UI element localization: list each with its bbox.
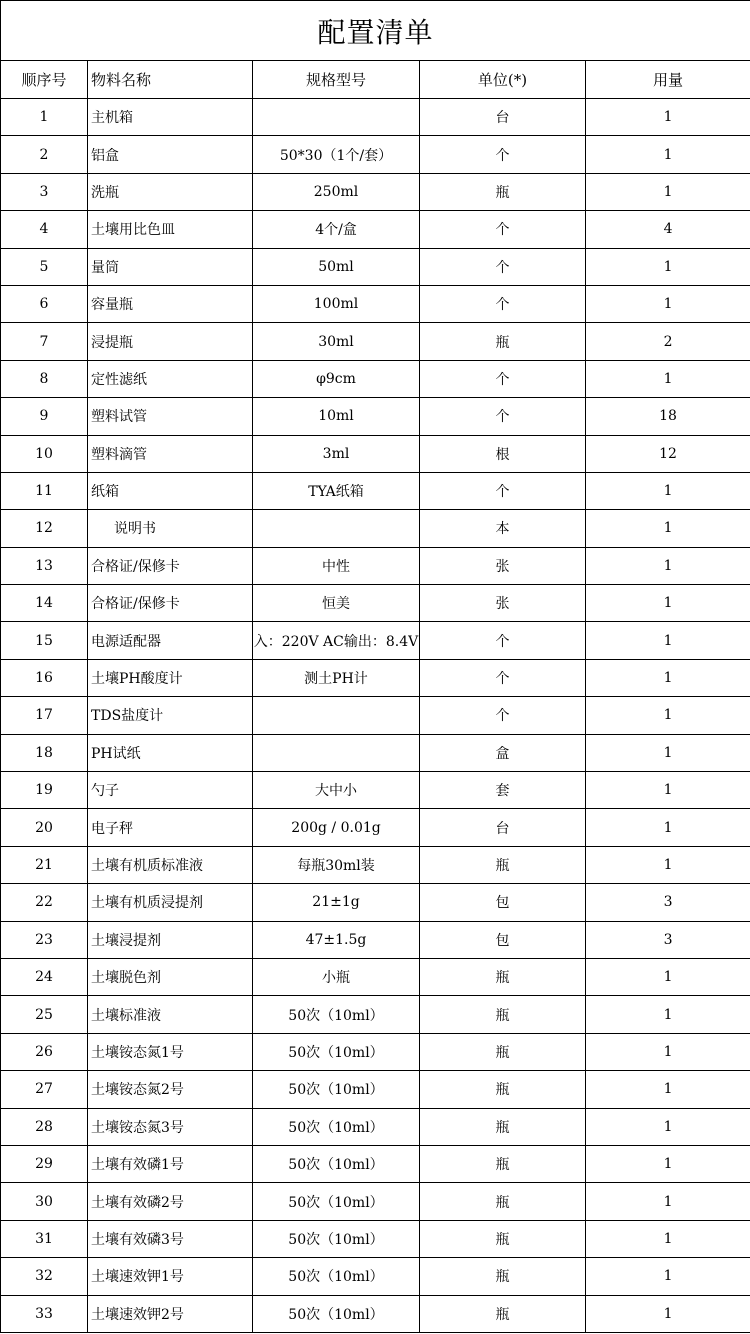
table-row (1, 884, 750, 921)
cell-name: 土壤铵态氮1号 (88, 1033, 253, 1070)
cell-qty: 1 (586, 248, 750, 285)
cell-no: 27 (1, 1071, 88, 1108)
cell-qty: 1 (586, 1033, 750, 1070)
table-row (1, 809, 750, 846)
cell-unit: 台 (420, 99, 586, 136)
cell-unit: 本 (420, 510, 586, 547)
cell-no: 28 (1, 1108, 88, 1145)
cell-no: 3 (1, 173, 88, 210)
cell-spec: 中性 (253, 547, 420, 584)
cell-no: 16 (1, 659, 88, 696)
table-row (1, 585, 750, 622)
header-row (1, 61, 750, 99)
table-row (1, 659, 750, 696)
cell-qty: 3 (586, 921, 750, 958)
cell-spec: 10ml (253, 398, 420, 435)
cell-name: 说明书 (88, 510, 253, 547)
cell-qty: 1 (586, 585, 750, 622)
cell-unit: 瓶 (420, 1258, 586, 1295)
cell-no: 32 (1, 1258, 88, 1295)
cell-name: 土壤PH酸度计 (88, 659, 253, 696)
cell-no: 22 (1, 884, 88, 921)
cell-no: 24 (1, 958, 88, 995)
cell-name: 合格证/保修卡 (88, 547, 253, 584)
cell-name: 铝盒 (88, 136, 253, 173)
cell-unit: 包 (420, 921, 586, 958)
header-name: 物料名称 (88, 61, 253, 99)
table-row (1, 697, 750, 734)
cell-no: 29 (1, 1145, 88, 1182)
table-row (1, 1071, 750, 1108)
cell-name: 洗瓶 (88, 173, 253, 210)
cell-qty: 2 (586, 323, 750, 360)
table-row (1, 846, 750, 883)
cell-unit: 瓶 (420, 958, 586, 995)
cell-spec: 250ml (253, 173, 420, 210)
cell-name: 土壤用比色皿 (88, 211, 253, 248)
cell-spec: 50次（10ml） (253, 996, 420, 1033)
cell-name: 土壤有效磷1号 (88, 1145, 253, 1182)
cell-qty: 1 (586, 734, 750, 771)
cell-no: 2 (1, 136, 88, 173)
cell-no: 25 (1, 996, 88, 1033)
cell-spec (253, 734, 420, 771)
cell-unit: 瓶 (420, 1295, 586, 1332)
cell-unit: 个 (420, 360, 586, 397)
cell-qty: 18 (586, 398, 750, 435)
table-row (1, 136, 750, 173)
cell-qty: 1 (586, 285, 750, 322)
cell-unit: 瓶 (420, 1145, 586, 1182)
cell-no: 19 (1, 772, 88, 809)
cell-name: 土壤标准液 (88, 996, 253, 1033)
cell-qty: 1 (586, 1108, 750, 1145)
cell-name: 塑料试管 (88, 398, 253, 435)
table-row (1, 921, 750, 958)
table-row (1, 996, 750, 1033)
cell-spec: 恒美 (253, 585, 420, 622)
cell-no: 12 (1, 510, 88, 547)
cell-spec: φ9cm (253, 360, 420, 397)
table-row (1, 99, 750, 136)
cell-qty: 4 (586, 211, 750, 248)
cell-spec: TYA纸箱 (253, 472, 420, 509)
cell-name: 量筒 (88, 248, 253, 285)
cell-qty: 1 (586, 622, 750, 659)
cell-unit: 瓶 (420, 173, 586, 210)
cell-spec: 100ml (253, 285, 420, 322)
cell-spec: 50次（10ml） (253, 1295, 420, 1332)
cell-unit: 张 (420, 585, 586, 622)
table-row (1, 547, 750, 584)
cell-qty: 12 (586, 435, 750, 472)
cell-no: 9 (1, 398, 88, 435)
cell-spec: 大中小 (253, 772, 420, 809)
cell-qty: 1 (586, 809, 750, 846)
table-row (1, 398, 750, 435)
cell-spec: 50次（10ml） (253, 1183, 420, 1220)
cell-name: 土壤铵态氮3号 (88, 1108, 253, 1145)
table-row (1, 285, 750, 322)
cell-unit: 盒 (420, 734, 586, 771)
cell-qty: 1 (586, 173, 750, 210)
cell-qty: 1 (586, 958, 750, 995)
cell-no: 7 (1, 323, 88, 360)
cell-no: 15 (1, 622, 88, 659)
cell-no: 13 (1, 547, 88, 584)
cell-unit: 瓶 (420, 1220, 586, 1257)
table-row (1, 734, 750, 771)
cell-name: PH试纸 (88, 734, 253, 771)
cell-unit: 个 (420, 622, 586, 659)
cell-unit: 个 (420, 398, 586, 435)
cell-name: 勺子 (88, 772, 253, 809)
header-no: 顺序号 (1, 61, 88, 99)
cell-qty: 3 (586, 884, 750, 921)
table-row (1, 510, 750, 547)
cell-name: 定性滤纸 (88, 360, 253, 397)
title-row (1, 1, 750, 61)
table-row (1, 1220, 750, 1257)
cell-name: 土壤速效钾2号 (88, 1295, 253, 1332)
cell-name: 主机箱 (88, 99, 253, 136)
cell-spec: 50次（10ml） (253, 1071, 420, 1108)
table-row (1, 173, 750, 210)
header-unit: 单位(*) (420, 61, 586, 99)
cell-no: 8 (1, 360, 88, 397)
cell-no: 23 (1, 921, 88, 958)
table-row (1, 472, 750, 509)
cell-unit: 套 (420, 772, 586, 809)
cell-name: 土壤有效磷2号 (88, 1183, 253, 1220)
table-row (1, 1295, 750, 1332)
table-row (1, 435, 750, 472)
table-row (1, 772, 750, 809)
cell-spec: 小瓶 (253, 958, 420, 995)
cell-qty: 1 (586, 772, 750, 809)
table-row (1, 1183, 750, 1220)
cell-qty: 1 (586, 846, 750, 883)
table-row (1, 1108, 750, 1145)
cell-unit: 瓶 (420, 1033, 586, 1070)
cell-qty: 1 (586, 1220, 750, 1257)
cell-spec: 50次（10ml） (253, 1258, 420, 1295)
header-qty: 用量 (586, 61, 750, 99)
cell-spec: 50次（10ml） (253, 1033, 420, 1070)
cell-unit: 张 (420, 547, 586, 584)
cell-unit: 瓶 (420, 1183, 586, 1220)
cell-spec: 3ml (253, 435, 420, 472)
table-row (1, 1258, 750, 1295)
cell-spec: 200g / 0.01g (253, 809, 420, 846)
cell-unit: 瓶 (420, 323, 586, 360)
table-row (1, 958, 750, 995)
cell-name: 土壤有机质标准液 (88, 846, 253, 883)
cell-name: 电子秤 (88, 809, 253, 846)
table-row (1, 1033, 750, 1070)
cell-spec: 50次（10ml） (253, 1108, 420, 1145)
cell-qty: 1 (586, 659, 750, 696)
cell-unit: 瓶 (420, 996, 586, 1033)
table-row (1, 323, 750, 360)
cell-unit: 个 (420, 659, 586, 696)
cell-no: 10 (1, 435, 88, 472)
cell-qty: 1 (586, 1071, 750, 1108)
cell-name: 土壤脱色剂 (88, 958, 253, 995)
cell-spec: 每瓶30ml装 (253, 846, 420, 883)
header-spec: 规格型号 (253, 61, 420, 99)
cell-spec: 入：220V AC输出：8.4V (253, 622, 420, 659)
cell-unit: 瓶 (420, 1108, 586, 1145)
cell-unit: 瓶 (420, 1071, 586, 1108)
cell-unit: 包 (420, 884, 586, 921)
cell-spec: 50次（10ml） (253, 1220, 420, 1257)
cell-unit: 根 (420, 435, 586, 472)
cell-unit: 个 (420, 248, 586, 285)
cell-no: 6 (1, 285, 88, 322)
cell-no: 17 (1, 697, 88, 734)
cell-name: 浸提瓶 (88, 323, 253, 360)
cell-spec: 47±1.5g (253, 921, 420, 958)
cell-spec (253, 99, 420, 136)
cell-qty: 1 (586, 472, 750, 509)
cell-spec: 测土PH计 (253, 659, 420, 696)
cell-unit: 台 (420, 809, 586, 846)
cell-qty: 1 (586, 1183, 750, 1220)
table-row (1, 248, 750, 285)
cell-no: 14 (1, 585, 88, 622)
table-row (1, 1145, 750, 1182)
cell-unit: 个 (420, 285, 586, 322)
cell-qty: 1 (586, 547, 750, 584)
cell-name: TDS盐度计 (88, 697, 253, 734)
cell-spec (253, 510, 420, 547)
cell-qty: 1 (586, 996, 750, 1033)
cell-qty: 1 (586, 99, 750, 136)
cell-qty: 1 (586, 136, 750, 173)
cell-unit: 个 (420, 136, 586, 173)
cell-name: 合格证/保修卡 (88, 585, 253, 622)
cell-qty: 1 (586, 510, 750, 547)
cell-unit: 瓶 (420, 846, 586, 883)
cell-unit: 个 (420, 697, 586, 734)
cell-spec: 50*30（1个/套） (253, 136, 420, 173)
cell-no: 11 (1, 472, 88, 509)
cell-no: 21 (1, 846, 88, 883)
cell-spec: 4个/盒 (253, 211, 420, 248)
cell-qty: 1 (586, 1295, 750, 1332)
cell-spec (253, 697, 420, 734)
cell-qty: 1 (586, 360, 750, 397)
cell-no: 33 (1, 1295, 88, 1332)
cell-name: 土壤有效磷3号 (88, 1220, 253, 1257)
cell-spec: 50ml (253, 248, 420, 285)
cell-name: 纸箱 (88, 472, 253, 509)
table-row (1, 211, 750, 248)
cell-spec: 30ml (253, 323, 420, 360)
cell-no: 31 (1, 1220, 88, 1257)
cell-no: 4 (1, 211, 88, 248)
cell-name: 电源适配器 (88, 622, 253, 659)
cell-no: 18 (1, 734, 88, 771)
table-row (1, 360, 750, 397)
cell-name: 土壤有机质浸提剂 (88, 884, 253, 921)
cell-spec: 50次（10ml） (253, 1145, 420, 1182)
cell-name: 塑料滴管 (88, 435, 253, 472)
cell-name: 土壤速效钾1号 (88, 1258, 253, 1295)
cell-spec: 21±1g (253, 884, 420, 921)
cell-name: 容量瓶 (88, 285, 253, 322)
cell-qty: 1 (586, 1145, 750, 1182)
cell-unit: 个 (420, 472, 586, 509)
cell-no: 5 (1, 248, 88, 285)
table-title: 配置清单 (1, 1, 750, 61)
cell-no: 26 (1, 1033, 88, 1070)
cell-unit: 个 (420, 211, 586, 248)
table-row (1, 622, 750, 659)
cell-qty: 1 (586, 1258, 750, 1295)
cell-qty: 1 (586, 697, 750, 734)
cell-no: 30 (1, 1183, 88, 1220)
cell-no: 1 (1, 99, 88, 136)
cell-name: 土壤浸提剂 (88, 921, 253, 958)
cell-no: 20 (1, 809, 88, 846)
cell-name: 土壤铵态氮2号 (88, 1071, 253, 1108)
